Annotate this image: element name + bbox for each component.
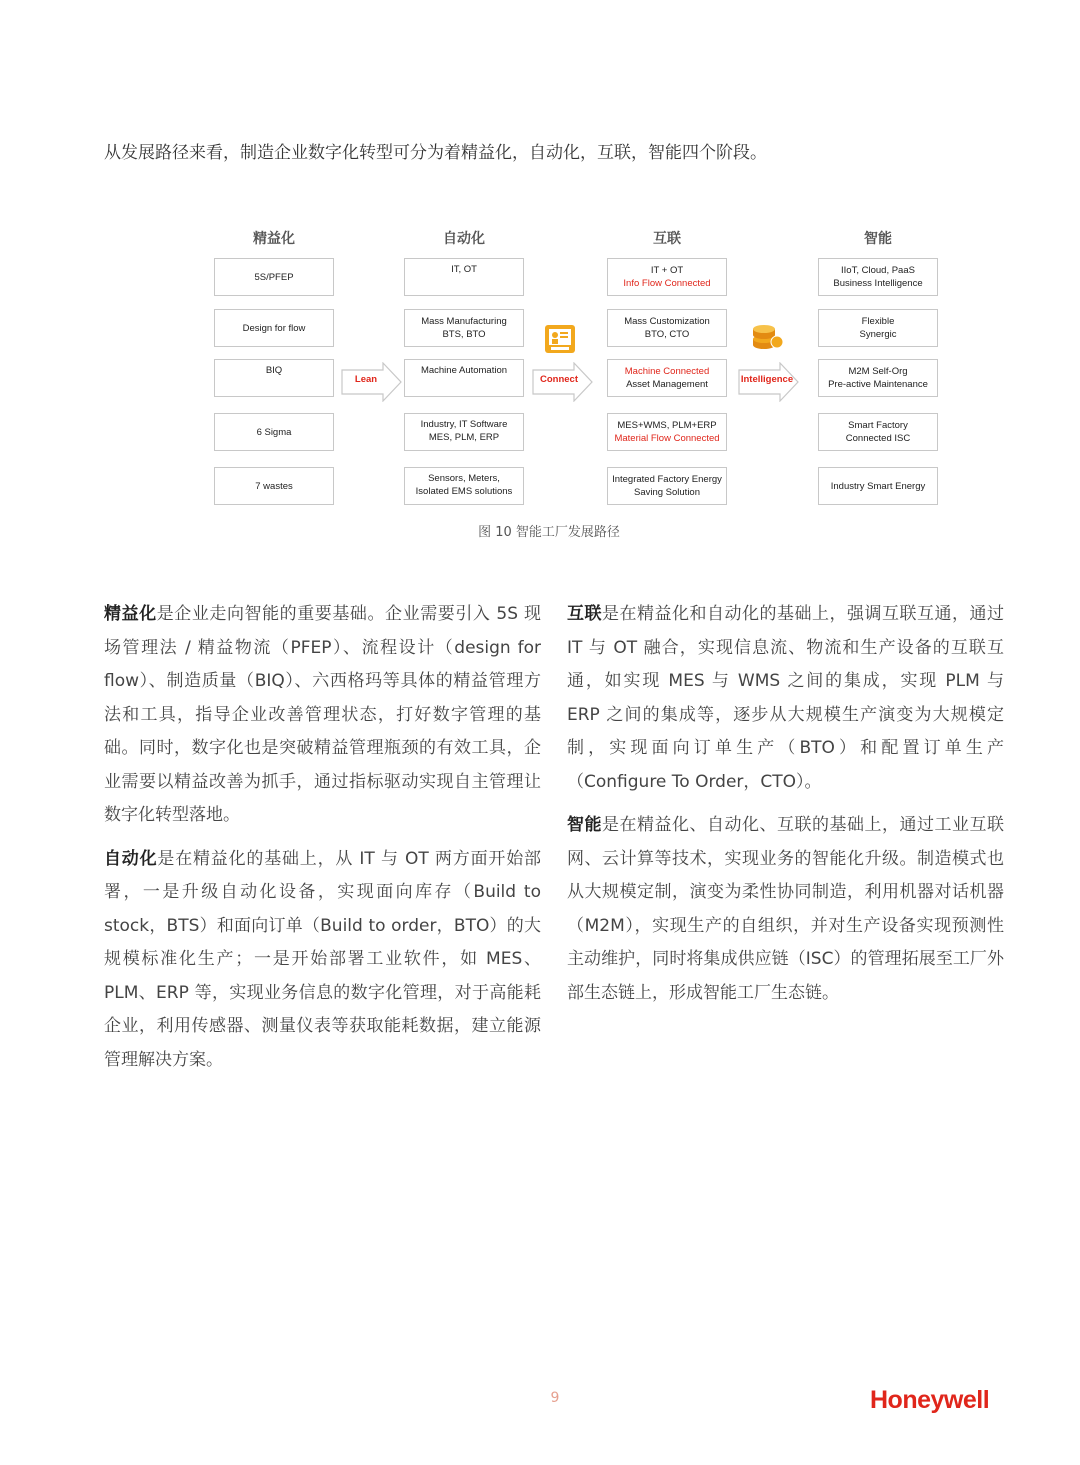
diagram-box-line: BIQ bbox=[265, 365, 283, 376]
intelligence-arrow-label: Intelligence bbox=[740, 374, 794, 385]
diagram-box-line: IT + OT bbox=[650, 265, 684, 276]
lean-paragraph bbox=[104, 598, 541, 833]
diagram-box-line: MES+WMS, PLM+ERP bbox=[617, 420, 717, 431]
diagram-box-line: Material Flow Connected bbox=[614, 433, 720, 444]
diagram-box bbox=[214, 413, 334, 451]
intelligence-paragraph bbox=[567, 809, 1004, 1010]
lean-text: 是企业走向智能的重要基础。企业需要引入 5S 现场管理法 / 精益物流（PFEP）、流程设计（design for flow）、制造质量（BIQ）、六西格玛等具体的精益管理方法和工具，指导企业改善管理状态，打好数字管理的基础。同时，数字化也是突破精益管理瓶颈的有效工具，企业需要以精益改善为抓手，通过指标驱动实现自主管理让数字化转型落地。 bbox=[104, 604, 541, 825]
intelligence-icon bbox=[752, 325, 784, 351]
diagram-box-line: Pre-active Maintenance bbox=[828, 379, 928, 390]
diagram-box-line: Mass Customization bbox=[624, 316, 710, 327]
diagram-box-line: Business Intelligence bbox=[833, 278, 923, 289]
diagram-box-line: BTO, CTO bbox=[644, 329, 690, 340]
diagram-box bbox=[404, 413, 524, 451]
diagram-box bbox=[214, 467, 334, 505]
intelligence-arrow bbox=[738, 362, 800, 402]
left-column bbox=[104, 598, 541, 1087]
connect-text: 是在精益化和自动化的基础上，强调互联互通，通过 IT 与 OT 融合，实现信息流、物流和生产设备的互联互通，如实现 MES 与 WMS 之间的集成，实现 PLM 与 ERP 之间的集成等，逐步从大规模生产演变为大规模定制，实现面向订单生产（BTO）和配置订单生产（Configure To Order，CTO）。 bbox=[567, 604, 1004, 792]
diagram-box-line: Machine Automation bbox=[420, 365, 508, 376]
diagram-box-line: IT, OT bbox=[451, 264, 477, 275]
diagram-box-line: MES, PLM, ERP bbox=[428, 432, 500, 443]
diagram-box-line: BTS, BTO bbox=[442, 329, 486, 340]
automation-text: 是在精益化的基础上，从 IT 与 OT 两方面开始部署，一是升级自动化设备，实现面向库存（Build to stock，BTS）和面向订单（Build to order，BTO）的大规模标准化生产；一是开始部署工业软件，如 MES、PLM、ERP 等，实现业务信息的数字化管理，对于高能耗企业，利用传感器、测量仪表等获取能耗数据，建立能源管理解决方案。 bbox=[104, 848, 542, 1070]
diagram-box-line: Mass Manufacturing bbox=[421, 316, 507, 327]
diagram-box-line: Industry Smart Energy bbox=[830, 480, 926, 492]
column-header: 互联 bbox=[653, 231, 681, 247]
diagram-box bbox=[214, 359, 334, 397]
page-number: 9 bbox=[550, 1390, 560, 1406]
diagram-box bbox=[404, 258, 524, 296]
diagram-box-line: Info Flow Connected bbox=[623, 278, 711, 289]
diagram-box bbox=[607, 467, 727, 505]
figure-caption: 图 10 智能工厂发展路径 bbox=[478, 525, 620, 540]
diagram-box-line: Flexible bbox=[861, 316, 895, 327]
diagram-box-line: Design for flow bbox=[242, 322, 306, 334]
diagram-box-line: Smart Factory bbox=[848, 420, 908, 431]
diagram-box bbox=[404, 467, 524, 505]
diagram-box-line: Industry, IT Software bbox=[420, 419, 508, 430]
diagram-box bbox=[607, 309, 727, 347]
diagram-box-line: Sensors, Meters, bbox=[428, 473, 500, 484]
diagram-box-line: 6 Sigma bbox=[256, 426, 292, 438]
honeywell-logo: Honeywell bbox=[870, 1386, 990, 1414]
lean-arrow bbox=[341, 362, 403, 402]
diagram-box-line: Isolated EMS solutions bbox=[415, 486, 513, 497]
diagram-box bbox=[818, 467, 938, 505]
diagram-box-line: Synergic bbox=[859, 329, 897, 340]
intelligence-title: 智能 bbox=[567, 815, 602, 835]
connect-paragraph bbox=[567, 598, 1004, 799]
diagram-box bbox=[607, 413, 727, 451]
connect-icon bbox=[545, 325, 575, 353]
connect-title: 互联 bbox=[567, 604, 602, 624]
diagram-box-line: 7 wastes bbox=[255, 480, 293, 492]
diagram-box bbox=[818, 359, 938, 397]
diagram-box bbox=[818, 413, 938, 451]
diagram-box bbox=[818, 309, 938, 347]
diagram-box-line: IIoT, Cloud, PaaS bbox=[841, 265, 915, 276]
connect-arrow-label: Connect bbox=[540, 374, 578, 385]
diagram-box-line: Saving Solution bbox=[633, 487, 701, 498]
diagram-box-line: Machine Connected bbox=[624, 366, 710, 377]
intelligence-text: 是在精益化、自动化、互联的基础上，通过工业互联网、云计算等技术，实现业务的智能化升级。制造模式也从大规模定制，演变为柔性协同制造，利用机器对话机器（M2M），实现生产的自组织，并对生产设备实现预测性主动维护，同时将集成供应链（ISC）的管理拓展至工厂外部生态链上，形成智能工厂生态链。 bbox=[567, 815, 1004, 1003]
diagram-box bbox=[214, 258, 334, 296]
diagram-box-line: Asset Management bbox=[626, 379, 708, 390]
diagram-box bbox=[404, 359, 524, 397]
diagram-box-line: Connected ISC bbox=[845, 433, 911, 444]
diagram-box bbox=[404, 309, 524, 347]
column-header: 精益化 bbox=[253, 231, 295, 247]
smart-factory-diagram bbox=[0, 0, 1080, 560]
diagram-box-line: M2M Self-Org bbox=[848, 366, 908, 377]
automation-title: 自动化 bbox=[104, 848, 158, 869]
intro-text: 从发展路径来看，制造企业数字化转型可分为着精益化，自动化，互联，智能四个阶段。 bbox=[104, 143, 767, 163]
diagram-box bbox=[818, 258, 938, 296]
diagram-box-line: 5S/PFEP bbox=[254, 271, 294, 283]
diagram-box bbox=[607, 258, 727, 296]
column-header: 智能 bbox=[864, 231, 892, 247]
connect-arrow bbox=[532, 362, 594, 402]
diagram-box bbox=[607, 359, 727, 397]
diagram-box-line: Integrated Factory Energy bbox=[612, 474, 722, 485]
lean-arrow-label: Lean bbox=[354, 374, 378, 385]
column-header: 自动化 bbox=[443, 231, 485, 247]
automation-paragraph bbox=[104, 843, 541, 1078]
lean-title: 精益化 bbox=[104, 604, 157, 624]
diagram-box bbox=[214, 309, 334, 347]
right-column bbox=[567, 598, 1004, 1020]
